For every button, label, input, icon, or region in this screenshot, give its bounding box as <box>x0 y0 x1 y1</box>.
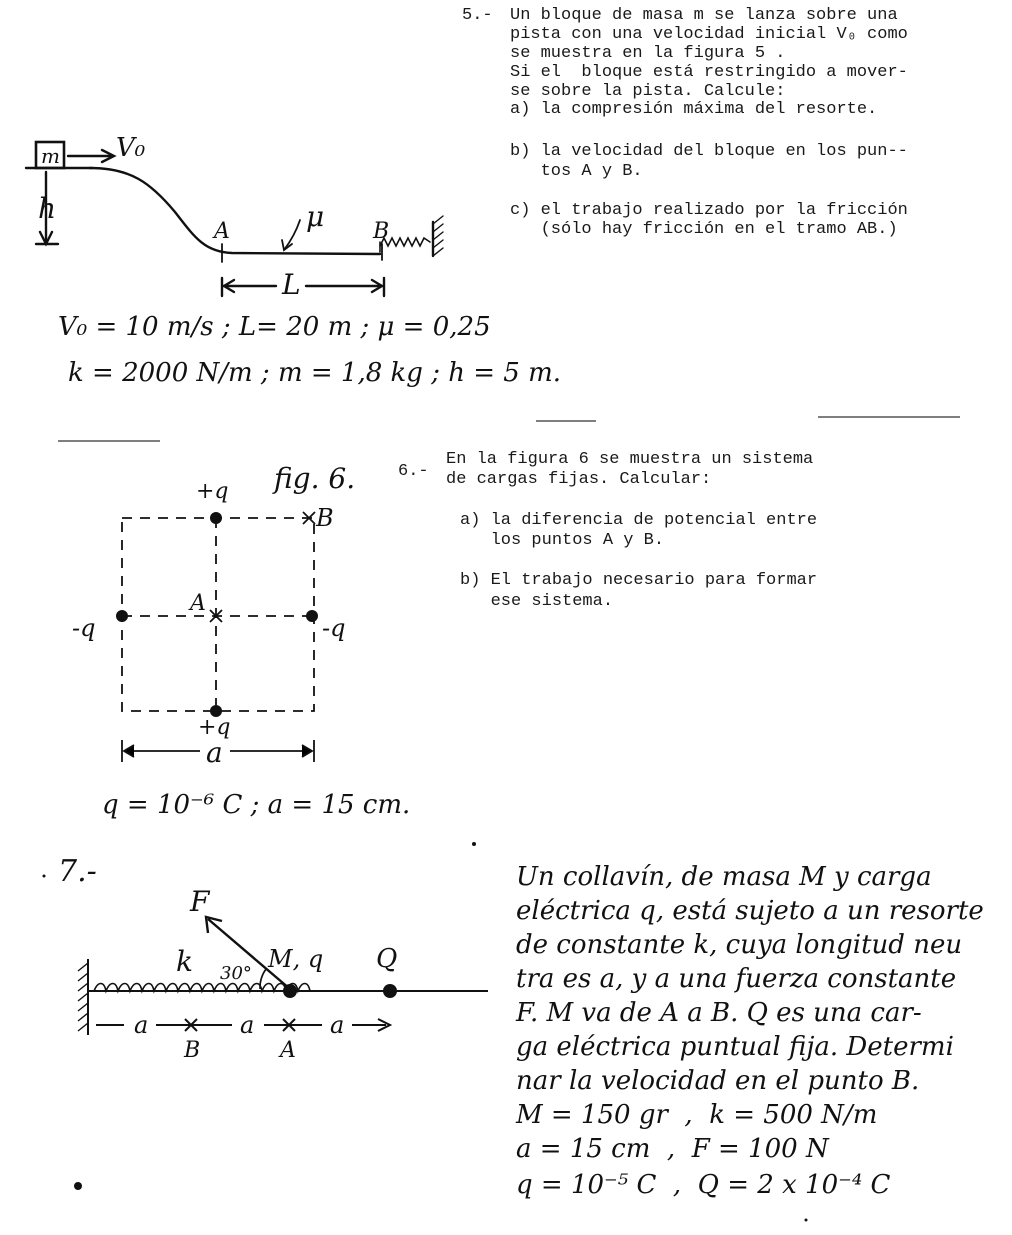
point-b-label: B <box>373 219 390 244</box>
p7-data-line-2: a = 15 cm , F = 100 N <box>516 1134 829 1164</box>
friction-mu-label: μ <box>306 200 325 233</box>
p7-line: ga eléctrica puntual fija. Determi <box>516 1032 954 1062</box>
point-b-label: B <box>184 1038 201 1063</box>
p7-data-line-1: M = 150 gr , k = 500 N/m <box>516 1100 878 1130</box>
fixed-charge-label: Q <box>376 944 398 974</box>
p6-given: q = 10⁻⁶ C ; a = 15 cm. <box>102 790 411 820</box>
point-b-label: B <box>316 504 334 532</box>
point-a-label: A <box>214 219 230 244</box>
p5-question-c: c) el trabajo realizado por la fricción <box>510 201 908 220</box>
p6-number: 6.- <box>398 462 429 481</box>
p5-question-a: a) la compresión máxima del resorte. <box>510 100 878 119</box>
p5-question-b-cont: tos A y B. <box>510 162 643 181</box>
p5-line: Un bloque de masa m se lanza sobre una <box>510 6 898 25</box>
p7-data-line-3: q = 10⁻⁵ C , Q = 2 x 10⁻⁴ C <box>516 1170 891 1200</box>
p5-number: 5.- <box>462 6 493 25</box>
segment-a-label: a <box>134 1011 149 1039</box>
p7-line: tra es a, y a una fuerza constante <box>516 964 957 994</box>
p5-line: se muestra en la figura 5 . <box>510 44 786 63</box>
segment-a-label: a <box>240 1011 255 1039</box>
p7-line: eléctrica q, está sujeto a un resorte <box>516 896 984 926</box>
spring-constant-label: k <box>176 945 193 978</box>
charge-top-label: +q <box>196 479 229 504</box>
p6-question-b: b) El trabajo necesario para formar <box>460 571 818 590</box>
fig6-title: fig. 6. <box>274 462 356 495</box>
charge-right-label: -q <box>322 614 346 642</box>
force-label: F <box>190 885 210 918</box>
p6-question-b-cont: ese sistema. <box>460 592 614 611</box>
p7-line: F. M va de A a B. Q es una car- <box>516 998 922 1028</box>
p5-question-c-cont: (sólo hay fricción en el tramo AB.) <box>510 220 898 239</box>
height-label: h <box>38 192 57 225</box>
p5-given-line-2: k = 2000 N/m ; m = 1,8 kg ; h = 5 m. <box>68 358 562 388</box>
segment-a-label: a <box>330 1011 345 1039</box>
charge-left-label: -q <box>72 614 96 642</box>
charge-bottom-label: +q <box>198 715 231 740</box>
p7-number: 7.- <box>58 854 97 889</box>
point-a-label: A <box>280 1038 296 1063</box>
p5-line: Si el bloque está restringido a mover- <box>510 63 908 82</box>
side-length-label: a <box>206 736 223 769</box>
p5-line: se sobre la pista. Calcule: <box>510 82 786 101</box>
length-label: L <box>282 268 301 301</box>
velocity-label: V₀ <box>116 133 146 163</box>
angle-label: 30° <box>220 963 252 984</box>
p6-line: En la figura 6 se muestra un sistema <box>446 450 814 469</box>
collar-label: M, q <box>268 945 324 973</box>
p6-line: de cargas fijas. Calcular: <box>446 470 712 489</box>
p5-line: pista con una velocidad inicial V₀ como <box>510 25 908 44</box>
p5-given-line-1: V₀ = 10 m/s ; L= 20 m ; μ = 0,25 <box>58 312 491 342</box>
p5-question-b: b) la velocidad del bloque en los pun-- <box>510 142 908 161</box>
p7-line: de constante k, cuya longitud neu <box>516 930 963 960</box>
point-a-label: A <box>190 591 206 616</box>
p7-line: Un collavín, de masa M y carga <box>516 862 932 892</box>
p6-question-a-cont: los puntos A y B. <box>460 531 665 550</box>
p6-question-a: a) la diferencia de potencial entre <box>460 511 818 530</box>
block-mass-label: m <box>41 144 60 168</box>
p7-line: nar la velocidad en el punto B. <box>516 1066 920 1096</box>
